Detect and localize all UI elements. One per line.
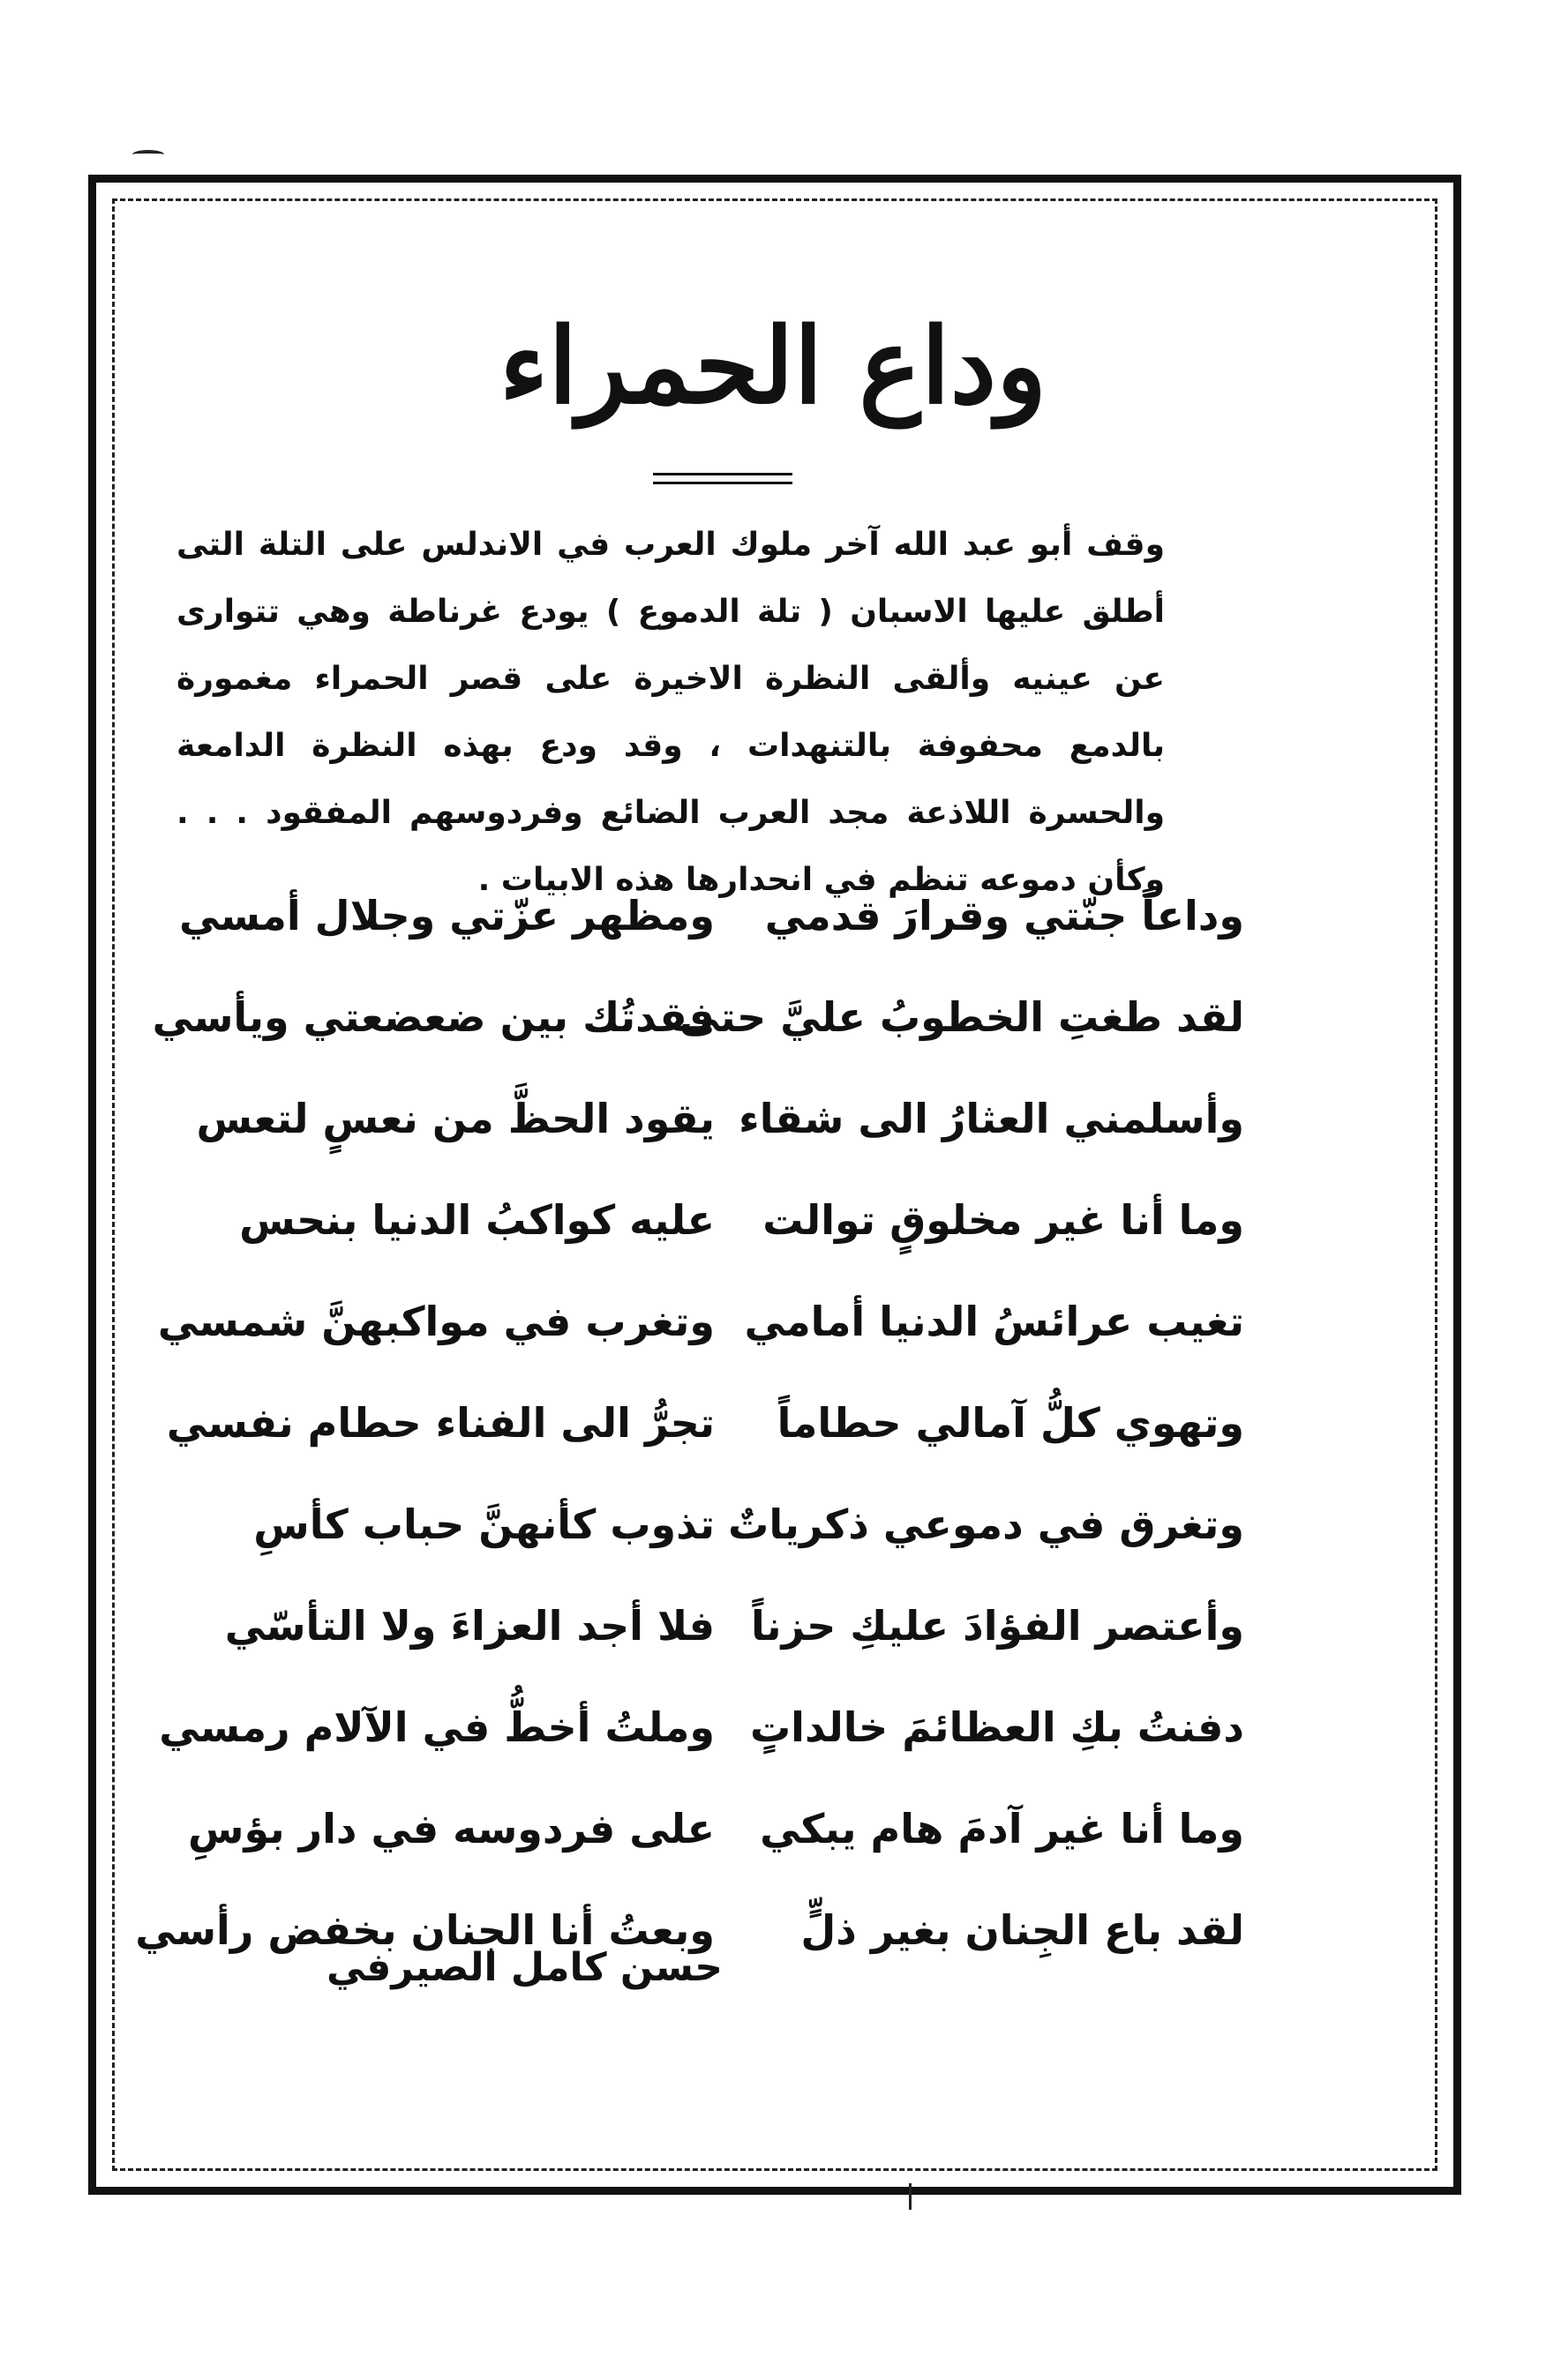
verse — [157, 1270, 1244, 1372]
verse-second-hemistich: تجرُّ الى الفناء حطام نفسي — [166, 1398, 715, 1447]
verse-first-hemistich: وأعتصر الفؤادَ عليكِ حزناً — [750, 1601, 1244, 1650]
verse-first-hemistich: وداعاً جنّتي وقرارَ قدمي — [764, 891, 1244, 939]
verse-first-hemistich: لقد طغتِ الخطوبُ عليَّ حتى — [679, 992, 1244, 1041]
verse-first-hemistich: تغيب عرائسُ الدنيا أمامي — [744, 1297, 1244, 1345]
verse-first-hemistich: وتهوي كلُّ آمالي حطاماً — [777, 1398, 1244, 1447]
verse — [179, 864, 1244, 966]
title-divider-top — [653, 473, 792, 475]
verse-first-hemistich: وتغرق في دموعي ذكرياتٌ — [728, 1500, 1244, 1548]
verse-second-hemistich: يقود الحظَّ من نعسٍ لتعس — [196, 1094, 715, 1142]
verse-second-hemistich: ومظهر عزّتي وجلال أمسي — [179, 891, 715, 939]
verse — [188, 1778, 1244, 1879]
verse-first-hemistich: لقد باع الجِنان بغير ذلٍّ — [800, 1905, 1244, 1954]
verse — [166, 1372, 1244, 1473]
verse-second-hemistich: عليه كواكبُ الدنيا بنحس — [239, 1195, 715, 1244]
verse-first-hemistich: وأسلمني العثارُ الى شقاء — [739, 1094, 1244, 1142]
intro-paragraph: وقف أبو عبد الله آخر ملوك العرب في الاندلس على التلة التى أطلق عليها الاسبان ( تلة الدموع ) يودع غرناطة وهي تتوارى عن عينيه وألقى النظرة الاخيرة على قصر الحمراء مغمورة بالدمع محفوفة بالتنهدات ، وقد ودع بهذه النظرة الدامعة والحسرة اللاذعة مجد العرب الضائع وفردوسهم المفقود . . . وكأن دموعه تنظم في انحدارها هذه الابيات . — [176, 527, 1165, 898]
poem — [135, 864, 1244, 1980]
verse-first-hemistich: دفنتُ بكِ العظائمَ خالداتٍ — [749, 1703, 1244, 1751]
page-corner-mark — [132, 150, 164, 159]
verse — [152, 966, 1244, 1067]
verse-second-hemistich: تذوب كأنهنَّ حباب كأسِ — [253, 1500, 715, 1548]
verse-first-hemistich: وما أنا غير آدمَ هام يبكي — [760, 1804, 1244, 1852]
verse — [253, 1473, 1244, 1575]
verse — [196, 1067, 1244, 1169]
bottom-border-mark — [909, 2183, 919, 2210]
verse-second-hemistich: وملتُ أخطُّ في الآلام رمسي — [159, 1703, 715, 1751]
author-signature: حسن كامل الصيرفي — [326, 1945, 723, 1990]
verse-second-hemistich: فلا أجد العزاءَ ولا التأسّي — [224, 1601, 715, 1650]
verse-second-hemistich: على فردوسه في دار بؤسِ — [188, 1804, 715, 1852]
verse — [159, 1676, 1244, 1778]
page-title: وداع الحمراء — [499, 304, 1047, 427]
verse-second-hemistich: وبعتُ أنا الجنان بخفض رأسي — [135, 1905, 715, 1954]
verse — [224, 1575, 1244, 1676]
verse-second-hemistich: وتغرب في مواكبهنَّ شمسي — [157, 1297, 715, 1345]
verse-second-hemistich: فقدتُك بين ضعضعتي ويأسي — [152, 992, 715, 1041]
title-divider-bottom — [653, 482, 792, 484]
verse-first-hemistich: وما أنا غير مخلوقٍ توالت — [762, 1195, 1244, 1244]
verse — [239, 1169, 1244, 1270]
